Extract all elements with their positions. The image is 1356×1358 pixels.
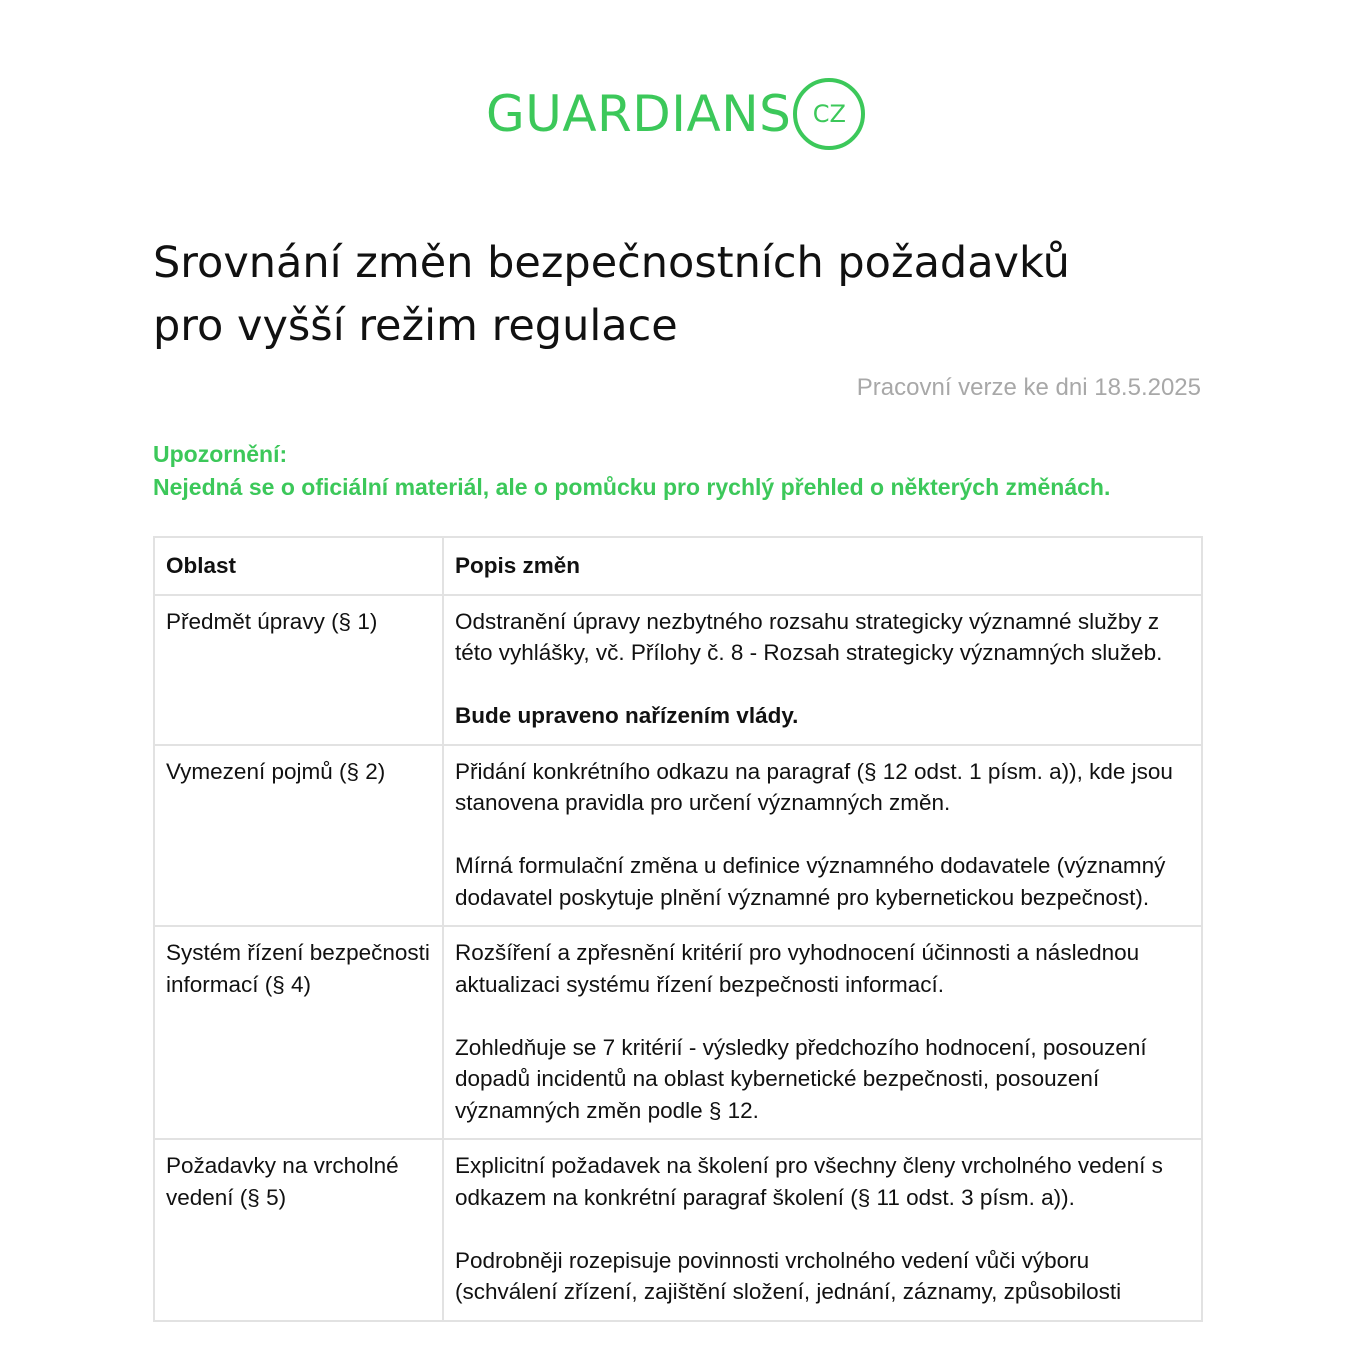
notice-text: Nejedná se o oficiální materiál, ale o pomůcku pro rychlý přehled o některých změnách.	[153, 474, 1111, 500]
notice-heading: Upozornění:	[153, 441, 288, 467]
row-area: Předmět úpravy (§ 1)	[154, 595, 443, 745]
row-description	[443, 926, 1202, 1139]
table-row	[154, 1139, 1202, 1321]
description-paragraph: Explicitní požadavek na školení pro všechny členy vrcholného vedení s odkazem na konkrétní paragraf školení (§ 11 odst. 3 písm. a)).	[455, 1153, 1163, 1210]
title-line-1: Srovnání změn bezpečnostních požadavků	[153, 238, 1070, 288]
table-row	[154, 926, 1202, 1139]
description-paragraph: Rozšíření a zpřesnění kritérií pro vyhodnocení účinnosti a následnou aktualizaci systému řízení bezpečnosti informací.	[455, 940, 1140, 997]
version-note: Pracovní verze ke dni 18.5.2025	[856, 374, 1201, 401]
table-row	[154, 745, 1202, 927]
description-bold-note: Bude upraveno nařízením vlády.	[455, 703, 799, 728]
logo-badge: CZ	[793, 78, 865, 150]
row-description	[443, 595, 1202, 745]
row-area: Vymezení pojmů (§ 2)	[154, 745, 443, 927]
description-paragraph: Zohledňuje se 7 kritérií - výsledky předchozího hodnocení, posouzení dopadů incidentů na oblast kybernetické bezpečnosti, posouzení významných změn podle § 12.	[455, 1034, 1147, 1123]
row-description	[443, 1139, 1202, 1321]
row-description	[443, 745, 1202, 927]
logo	[486, 78, 865, 150]
page-title	[153, 232, 1203, 358]
table-header-row	[154, 537, 1202, 595]
row-area: Požadavky na vrcholné vedení (§ 5)	[154, 1139, 443, 1321]
description-paragraph: Odstranění úpravy nezbytného rozsahu strategicky významné služby z této vyhlášky, vč. Přílohy č. 8 - Rozsah strategicky významných služeb.	[455, 608, 1163, 665]
changes-table	[153, 536, 1203, 1322]
header-area: Oblast	[154, 537, 443, 595]
table-row	[154, 595, 1202, 745]
description-paragraph: Přidání konkrétního odkazu na paragraf (§ 12 odst. 1 písm. a)), kde jsou stanovena pravidla pro určení významných změn.	[455, 758, 1173, 815]
row-area: Systém řízení bezpečnosti informací (§ 4)	[154, 926, 443, 1139]
header-description: Popis změn	[443, 537, 1202, 595]
description-paragraph: Mírná formulační změna u definice významného dodavatele (významný dodavatel poskytuje plnění významné pro kybernetickou bezpečnost).	[455, 853, 1166, 910]
title-line-2: pro vyšší režim regulace	[153, 301, 678, 351]
notice	[153, 438, 1213, 504]
description-paragraph: Podrobněji rozepisuje povinnosti vrcholného vedení vůči výboru (schválení zřízení, zajištění složení, jednání, záznamy, způsobilosti	[455, 1247, 1122, 1304]
logo-wordmark: GUARDIANS	[486, 85, 792, 143]
